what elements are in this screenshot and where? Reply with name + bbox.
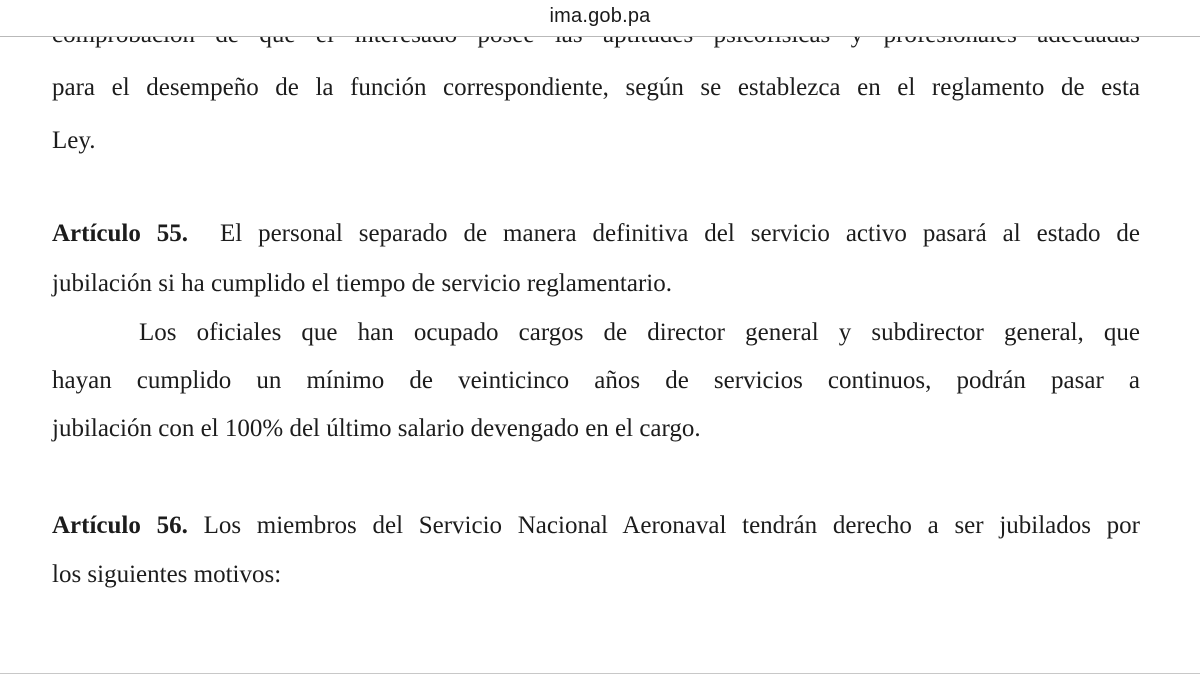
document-line-3: Ley. (52, 127, 96, 154)
document-line-6: Los oficiales que han ocupado cargos de director general y subdirector general, que (139, 319, 1140, 346)
document-line-2: para el desempeño de la función correspondiente, según se establezca en el reglamento de esta (52, 74, 1140, 101)
article-56-heading: Artículo 56. (52, 512, 188, 539)
article-56-first-line (52, 511, 1140, 541)
url-bar[interactable] (0, 0, 1200, 37)
article-55-heading: Artículo 55. (52, 220, 189, 247)
article-55-text: El personal separado de manera definitiva del servicio activo pasará al estado de (219, 220, 1140, 247)
article-55-first-line (52, 219, 1140, 249)
document-line-8: jubilación con el 100% del último salario devengado en el cargo. (52, 415, 701, 442)
document-line-5: jubilación si ha cumplido el tiempo de servicio reglamentario. (52, 270, 672, 297)
bottom-divider (0, 673, 1200, 674)
article-56-text: Los miembros del Servicio Nacional Aeronaval tendrán derecho a ser jubilados por (203, 512, 1141, 539)
document-line-10: los siguientes motivos: (52, 561, 282, 588)
document-page (0, 37, 1200, 673)
url-domain[interactable]: ima.gob.pa (549, 5, 651, 27)
document-line-7: hayan cumplido un mínimo de veinticinco años de servicios continuos, podrán pasar a (52, 367, 1140, 394)
